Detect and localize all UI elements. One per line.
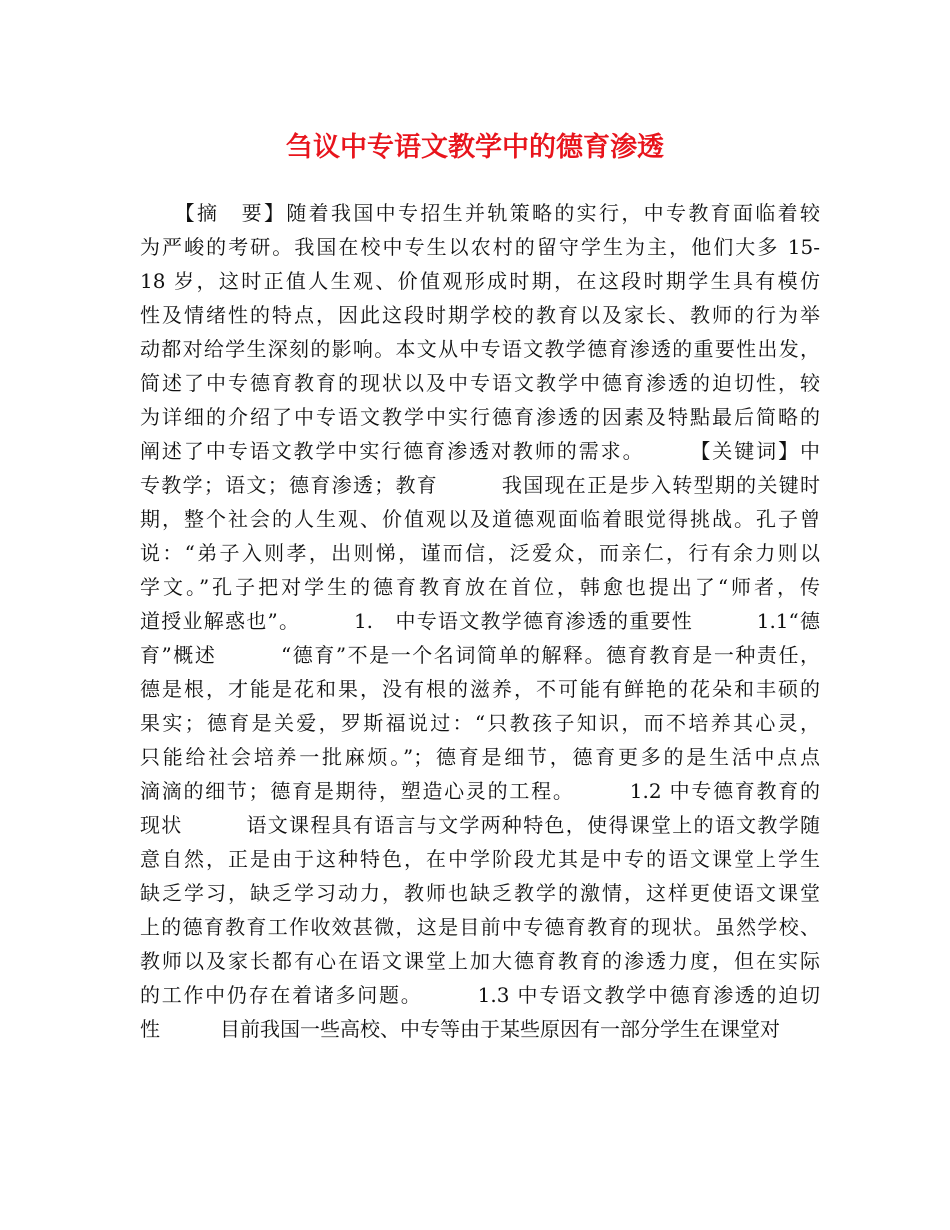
body-line: 性 目前我国一些高校、中专等由于某些原因有一部分学生在课堂对 xyxy=(140,1017,780,1041)
body-line: 专教学；语文；德育渗透；教育 我国现在正是步入转型期的关键时 xyxy=(140,473,820,497)
body-line: 教师以及家长都有心在语文课堂上加大德育教育的渗透力度，但在实际 xyxy=(140,949,820,973)
body-line: 18 岁，这时正值人生观、价值观形成时期，在这段时期学生具有模仿 xyxy=(140,269,820,293)
body-line: 【摘 要】随着我国中专招生并轨策略的实行，中专教育面临着较 xyxy=(140,201,820,225)
body-line: 学文。”孔子把对学生的德育教育放在首位，韩愈也提出了“师者，传 xyxy=(140,575,820,599)
body-line: 只能给社会培养一批麻烦。”；德育是细节，德育更多的是生活中点点 xyxy=(140,745,820,769)
body-line: 简述了中专德育教育的现状以及中专语文教学中德育渗透的迫切性，较 xyxy=(140,371,820,395)
document-body xyxy=(140,196,820,1046)
body-line: 意自然，正是由于这种特色，在中学阶段尤其是中专的语文课堂上学生 xyxy=(140,847,820,871)
body-line: 果实；德育是关爱，罗斯福说过：“只教孩子知识，而不培养其心灵， xyxy=(140,711,820,735)
body-line: 的工作中仍存在着诸多问题。 1.3 中专语文教学中德育渗透的迫切 xyxy=(140,983,820,1007)
body-line: 为严峻的考研。我国在校中专生以农村的留守学生为主，他们大多 15- xyxy=(140,235,820,259)
body-line: 缺乏学习，缺乏学习动力，教师也缺乏教学的激情，这样更使语文课堂 xyxy=(140,881,820,905)
body-line: 上的德育教育工作收效甚微，这是目前中专德育教育的现状。虽然学校、 xyxy=(140,915,820,939)
body-line: 滴滴的细节；德育是期待，塑造心灵的工程。 1.2 中专德育教育的 xyxy=(140,779,820,803)
body-line: 动都对给学生深刻的影响。本文从中专语文教学德育渗透的重要性出发， xyxy=(140,337,820,361)
body-line: 阐述了中专语文教学中实行德育渗透对教师的需求。 【关键词】中 xyxy=(140,439,820,463)
body-line: 德是根，才能是花和果，没有根的滋养，不可能有鲜艳的花朵和丰硕的 xyxy=(140,677,820,701)
document-title: 刍议中专语文教学中的德育渗透 xyxy=(286,132,664,163)
body-line: 为详细的介绍了中专语文教学中实行德育渗透的因素及特點最后简略的 xyxy=(140,405,820,429)
body-line: 说：“弟子入则孝，出则悌，谨而信，泛爱众，而亲仁，行有余力则以 xyxy=(140,541,820,565)
body-line: 道授业解惑也”。 1. 中专语文教学德育渗透的重要性 1.1“德 xyxy=(140,609,820,633)
body-line: 育”概述 “德育”不是一个名词简单的解释。德育教育是一种责任， xyxy=(140,643,820,667)
body-line: 性及情绪性的特点，因此这段时期学校的教育以及家长、教师的行为举 xyxy=(140,303,820,327)
body-line: 期，整个社会的人生观、价值观以及道德观面临着眼觉得挑战。孔子曾 xyxy=(140,507,820,531)
body-line: 现状 语文课程具有语言与文学两种特色，使得课堂上的语文教学随 xyxy=(140,813,820,837)
